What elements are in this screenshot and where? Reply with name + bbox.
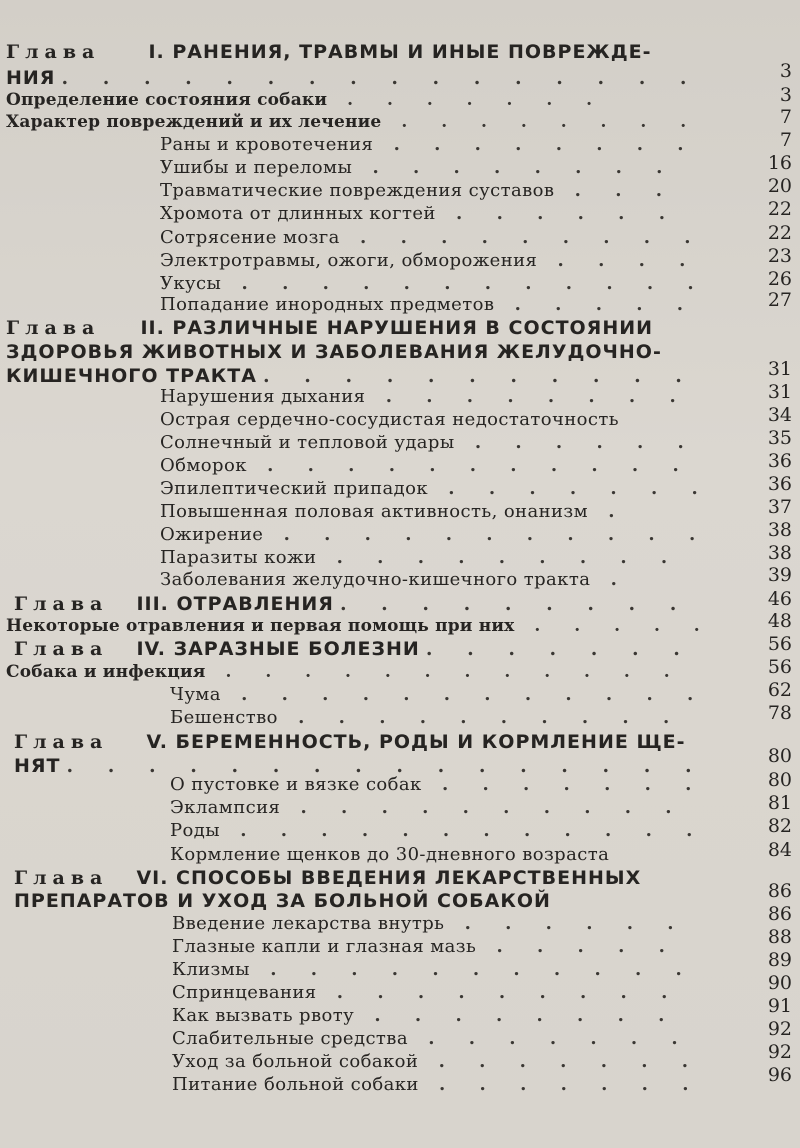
- page-number: 56: [767, 656, 792, 678]
- leader-dots: . . . . . . . .: [352, 157, 677, 178]
- toc-entry: [160, 226, 705, 250]
- page-number: 38: [767, 542, 792, 564]
- page-number: 3: [779, 84, 792, 106]
- leader-dots: . . . . . . . . . .: [280, 797, 686, 818]
- page-number: 7: [779, 129, 792, 151]
- chapter-4-heading: [14, 637, 694, 661]
- page-number: 16: [767, 152, 792, 174]
- entry-text: Некоторые отравления и первая помощь при них: [6, 616, 515, 636]
- entry-text: Заболевания желудочно-кишечного тракта: [160, 569, 591, 590]
- chapter-title-cont: НИЯ: [6, 67, 56, 89]
- chapter-2-heading: [6, 316, 653, 340]
- page-number: 82: [767, 815, 792, 837]
- leader-dots: . . . . . . . . . . . . . . . .: [66, 755, 706, 777]
- page-number: 48: [767, 610, 792, 632]
- page-number: 37: [767, 496, 792, 518]
- toc-entry: [6, 660, 684, 684]
- toc-entry: [160, 385, 690, 409]
- page-number: 92: [767, 1018, 792, 1040]
- entry-text: Раны и кровотечения: [160, 134, 374, 155]
- toc-entry: [172, 1027, 692, 1051]
- entry-text: Травматические повреждения суставов: [160, 180, 555, 201]
- chapter-title: VI. СПОСОБЫ ВВЕДЕНИЯ ЛЕКАРСТВЕННЫХ: [136, 867, 642, 889]
- page-number: 46: [767, 588, 792, 610]
- toc-entry: [172, 1073, 702, 1097]
- entry-text: Определение состояния собаки: [6, 90, 328, 110]
- page-number: 84: [767, 839, 792, 861]
- entry-text: Попадание инородных предметов: [160, 294, 495, 315]
- toc-entry: [172, 935, 679, 959]
- entry-text: Паразиты кожи: [160, 547, 317, 568]
- page-number: 86: [767, 880, 792, 902]
- toc-entry: [6, 88, 606, 112]
- chapter-1-heading-cont: [6, 66, 701, 90]
- leader-dots: . . . . . .: [435, 203, 679, 224]
- toc-entry: [170, 796, 686, 820]
- leader-dots: . . . . . . . . .: [316, 547, 682, 568]
- page-number: 27: [767, 289, 792, 311]
- toc-entry: [160, 500, 629, 524]
- leader-dots: . . . . . . . . . . .: [263, 365, 696, 387]
- chapter-title-cont: НЯТ: [14, 755, 61, 777]
- entry-text: Уход за больной собакой: [172, 1051, 419, 1072]
- toc-entry: [172, 958, 696, 982]
- toc-entry: [160, 431, 698, 455]
- toc-entry: [170, 706, 683, 730]
- page-number: 96: [767, 1064, 792, 1086]
- entry-text: Нарушения дыхания: [160, 386, 366, 407]
- chapter-title-cont: КИШЕЧНОГО ТРАКТА: [6, 365, 257, 387]
- leader-dots: . . . . . . .: [421, 774, 706, 795]
- entry-text: Солнечный и тепловой удары: [160, 432, 455, 453]
- entry-text: Кормление щенков до 30-дневного возраста: [170, 844, 610, 865]
- entry-text: Бешенство: [170, 707, 278, 728]
- chapter-label: Глава: [14, 593, 109, 615]
- leader-dots: . . . . . . .: [425, 638, 694, 660]
- page-number: 22: [767, 222, 792, 244]
- page-number: 80: [767, 745, 792, 767]
- toc-entry: [160, 408, 619, 432]
- page-number: 31: [767, 358, 792, 380]
- leader-dots: . . .: [554, 180, 676, 201]
- page-number: 22: [767, 198, 792, 220]
- leader-dots: . . . . . . .: [418, 1051, 703, 1072]
- leader-dots: . . . . . . . . .: [339, 227, 705, 248]
- leader-dots: . . . . . . .: [407, 1028, 692, 1049]
- entry-text: О пустовке и вязке собак: [170, 774, 422, 795]
- entry-text: Сотрясение мозга: [160, 227, 340, 248]
- page-number: 3: [779, 60, 792, 82]
- leader-dots: . . . . . . . . . . . . . . . .: [61, 67, 701, 89]
- leader-dots: . . . . . . . .: [373, 134, 698, 155]
- chapter-label: Глава: [6, 317, 101, 339]
- entry-text: Введение лекарства внутрь: [172, 913, 445, 934]
- leader-dots: . . . . . . . .: [365, 386, 690, 407]
- toc-entry: [160, 568, 631, 592]
- toc-entry: [160, 523, 709, 547]
- toc-entry: [160, 477, 712, 501]
- chapter-label: Глава: [6, 41, 101, 63]
- chapter-title-cont: ПРЕПАРАТОВ И УХОД ЗА БОЛЬНОЙ СОБАКОЙ: [14, 890, 551, 912]
- page-number: 56: [767, 633, 792, 655]
- chapter-6-heading-cont: [14, 889, 551, 913]
- toc-entry: [160, 202, 679, 226]
- leader-dots: . . . . . . . . . .: [277, 707, 684, 728]
- leader-dots: . . . . . . .: [418, 1074, 703, 1095]
- leader-dots: . . . . . . . . . . .: [263, 524, 710, 545]
- page-number: 26: [767, 268, 792, 290]
- chapter-1-heading: [6, 40, 651, 64]
- page-number: 88: [767, 926, 792, 948]
- chapter-6-heading: [14, 866, 641, 890]
- toc-entry: [160, 546, 681, 570]
- toc-entry: [160, 249, 699, 273]
- leader-dots: . . . . . . . . .: [316, 982, 682, 1003]
- entry-text: Глазные капли и глазная мазь: [172, 936, 477, 957]
- leader-dots: . . . . .: [476, 936, 679, 957]
- entry-text: Слабительные средства: [172, 1028, 408, 1049]
- leader-dots: .: [590, 569, 631, 590]
- entry-text: Ушибы и переломы: [160, 157, 353, 178]
- leader-dots: . . . . . .: [454, 432, 698, 453]
- page-number: 90: [767, 972, 792, 994]
- leader-dots: . . . . . . .: [327, 90, 607, 110]
- chapter-label: Глава: [14, 731, 109, 753]
- page-number: 91: [767, 995, 792, 1017]
- leader-dots: . . . . . . . . .: [339, 593, 691, 615]
- chapter-label: Глава: [14, 867, 109, 889]
- entry-text: Питание больной собаки: [172, 1074, 419, 1095]
- page-number: 38: [767, 519, 792, 541]
- leader-dots: . . . .: [537, 250, 700, 271]
- chapter-title: II. РАЗЛИЧНЫЕ НАРУШЕНИЯ В СОСТОЯНИИ: [140, 317, 654, 339]
- page-number: 89: [767, 949, 792, 971]
- chapter-label: Глава: [14, 638, 109, 660]
- leader-dots: . . . . . . . .: [354, 1005, 679, 1026]
- entry-text: Эпилептический припадок: [160, 478, 429, 499]
- page-number: 34: [767, 404, 792, 426]
- toc-entry: [6, 110, 700, 134]
- leader-dots: . . . . .: [494, 294, 698, 315]
- chapter-2-heading-cont: [6, 340, 662, 364]
- entry-text: Роды: [170, 820, 220, 841]
- page-number: 86: [767, 903, 792, 925]
- leader-dots: . . . . . . . . . . . .: [220, 684, 708, 705]
- entry-text: Чума: [170, 684, 221, 705]
- chapter-title: III. ОТРАВЛЕНИЯ: [136, 593, 334, 615]
- toc-entry: [170, 843, 609, 867]
- entry-text: Хромота от длинных когтей: [160, 203, 436, 224]
- entry-text: Эклампсия: [170, 797, 281, 818]
- page-number: 31: [767, 381, 792, 403]
- entry-text: Ожирение: [160, 524, 264, 545]
- leader-dots: . . . . . . .: [428, 478, 712, 499]
- page-number: 81: [767, 792, 792, 814]
- entry-text: Клизмы: [172, 959, 250, 980]
- leader-dots: . . . . . . . . . . . .: [219, 820, 707, 841]
- leader-dots: . . . . . . . . . . . .: [221, 273, 708, 294]
- chapter-3-heading: [14, 592, 690, 616]
- toc-entry: [160, 133, 698, 157]
- leader-dots: . . . . . . . . . . . .: [205, 662, 684, 682]
- leader-dots: . . . . . . . .: [381, 112, 701, 132]
- leader-dots: .: [588, 501, 629, 522]
- entry-text: Собака и инфекция: [6, 662, 206, 682]
- chapter-title-cont: ЗДОРОВЬЯ ЖИВОТНЫХ И ЗАБОЛЕВАНИЯ ЖЕЛУДОЧНО-: [6, 341, 662, 363]
- page-number: 23: [767, 245, 792, 267]
- entry-text: Повышенная половая активность, онанизм: [160, 501, 588, 522]
- chapter-5-heading: [14, 730, 686, 754]
- entry-text: Острая сердечно-сосудистая недостаточность: [160, 409, 619, 430]
- chapter-title: I. РАНЕНИЯ, ТРАВМЫ И ИНЫЕ ПОВРЕЖДЕ-: [148, 41, 652, 63]
- entry-text: Обморок: [160, 455, 247, 476]
- toc-entry: [172, 912, 688, 936]
- toc-entry: [160, 293, 697, 317]
- entry-text: Укусы: [160, 273, 222, 294]
- chapter-title: IV. ЗАРАЗНЫЕ БОЛЕЗНИ: [136, 638, 420, 660]
- page-number: 36: [767, 450, 792, 472]
- chapter-title: V. БЕРЕМЕННОСТЬ, РОДЫ И КОРМЛЕНИЕ ЩЕ-: [146, 731, 686, 753]
- entry-text: Характер повреждений и их лечение: [6, 112, 382, 132]
- leader-dots: . . . . . . . . . . .: [249, 959, 696, 980]
- page-number: 39: [767, 564, 792, 586]
- page-number: 35: [767, 427, 792, 449]
- leader-dots: . . . . . .: [444, 913, 688, 934]
- page-number: 80: [767, 769, 792, 791]
- toc-entry: [172, 1004, 678, 1028]
- toc-entry: [6, 614, 714, 638]
- toc-entry: [160, 179, 676, 203]
- page-number: 20: [767, 175, 792, 197]
- toc-entry: [170, 683, 707, 707]
- toc-entry: [170, 773, 705, 797]
- toc-entry: [172, 1050, 702, 1074]
- page-number: 36: [767, 473, 792, 495]
- page-number: 7: [779, 106, 792, 128]
- page-number: 62: [767, 679, 792, 701]
- entry-text: Электротравмы, ожоги, обморожения: [160, 250, 538, 271]
- toc-entry: [170, 819, 706, 843]
- toc-entry: [160, 156, 676, 180]
- page-number: 78: [767, 702, 792, 724]
- toc-entry: [160, 454, 693, 478]
- page-number: 92: [767, 1041, 792, 1063]
- entry-text: Спринцевания: [172, 982, 317, 1003]
- leader-dots: . . . . .: [514, 616, 714, 636]
- entry-text: Как вызвать рвоту: [172, 1005, 355, 1026]
- leader-dots: . . . . . . . . . . .: [246, 455, 693, 476]
- toc-entry: [172, 981, 681, 1005]
